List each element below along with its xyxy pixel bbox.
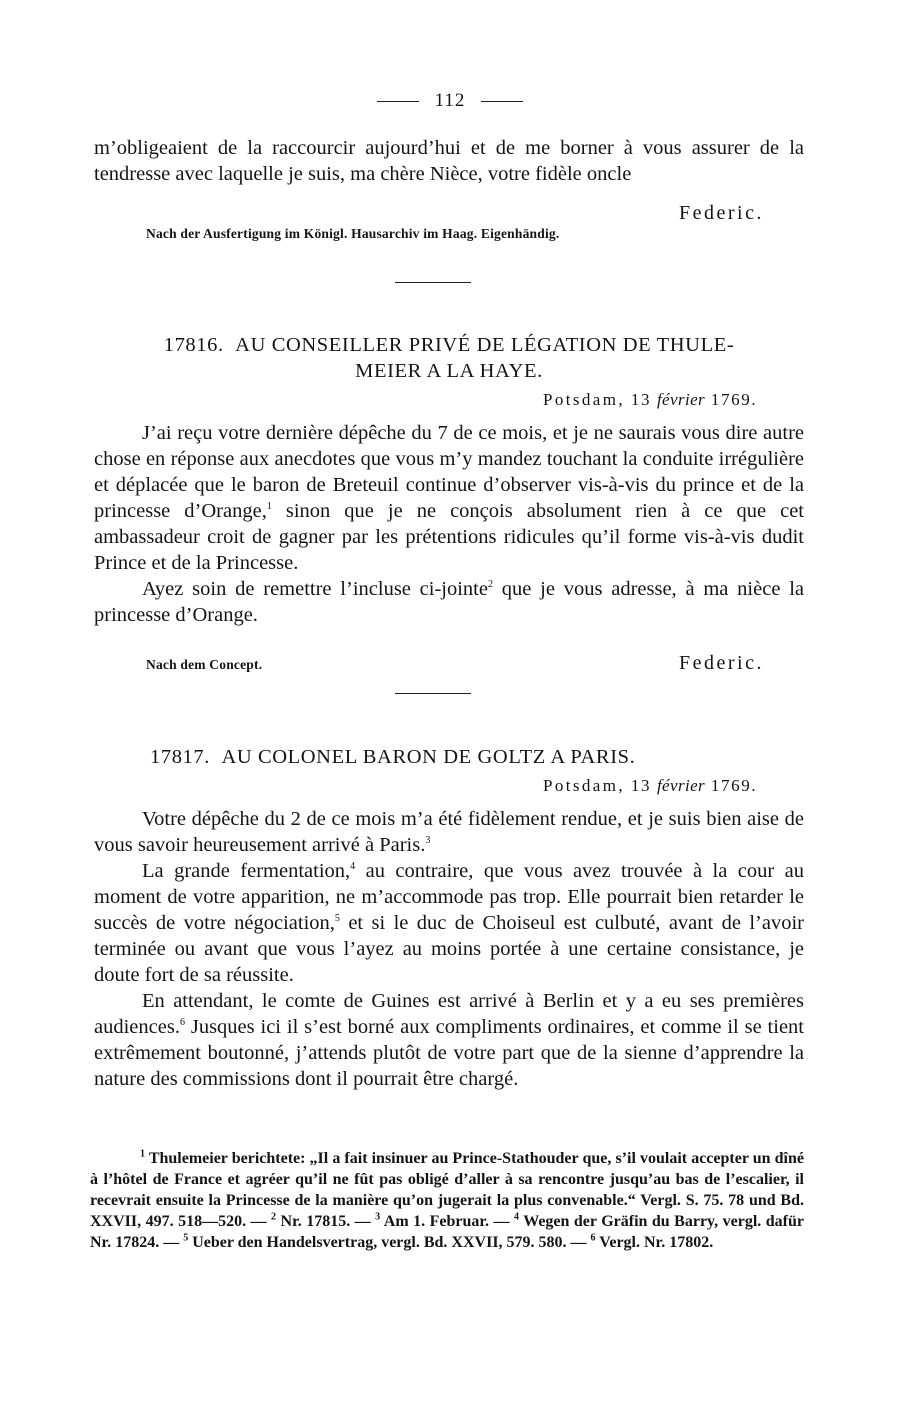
letter-3-heading — [150, 744, 750, 770]
letter-3-para-3-text-a: En attendant, le comte de Guines est arrivé à Berlin et y a eu ses premières audiences. — [94, 990, 804, 1038]
footnote-4-text: Wegen der Gräfin du Barry, vergl. dafür Nr. 17824. — — [90, 1213, 805, 1251]
letter-2-para-1-tail: sinon que je ne conçois absolument rien à ce que cet ambassadeur croit de gagner par les prétentions ridicules qu’il forme vis-à-vis dudit Prince et de la Princesse. — [94, 500, 804, 574]
footnote-4-marker: 4 — [514, 1211, 519, 1223]
letter-3-date-day: 13 — [630, 776, 652, 795]
page-number: 112 — [434, 90, 466, 111]
footnote-1-text: Thulemeier berichtete: „Il a fait insinuer au Prince-Stathouder que, s’il voulait accepter un dîné à l’hôtel de France et agréer qu’il ne fût pas obligé d’aller à sa rencontre jusqu’au bas de l’escalier, il recevrait ensuite la Princesse de la manière qu’on jugerait la plus convenable.“ Vergl. S. 75. 78 und Bd. XXVII, 497. 518—520. — — [90, 1150, 804, 1230]
letter-3-body — [94, 806, 804, 1092]
letter-1-signature: Federic. — [679, 202, 764, 224]
letter-2-paragraph-1 — [94, 420, 804, 576]
footnote-ref-1: 1 — [266, 501, 272, 513]
letter-3-paragraph-3 — [94, 988, 804, 1092]
letter-3-para-2-text-a: La grande fermentation, — [142, 860, 351, 882]
letter-2-number: 17816. — [163, 334, 224, 356]
footnote-ref-4: 4 — [350, 861, 356, 873]
letter-2-body — [94, 420, 804, 628]
letter-2-title-line-1: AU CONSEILLER PRIVÉ DE LÉGATION DE THULE- — [235, 334, 735, 356]
footnote-5-marker: 5 — [183, 1232, 189, 1244]
letter-3-paragraph-2 — [94, 858, 804, 988]
folio-dash-right — [481, 101, 523, 102]
footnotes — [90, 1148, 804, 1253]
letter-2-dateline — [543, 390, 757, 410]
letter-3-number: 17817. — [150, 746, 210, 768]
footnote-ref-5: 5 — [334, 913, 340, 925]
letter-3-date-place: Potsdam, — [543, 776, 626, 795]
letter-3-dateline — [543, 776, 757, 796]
letter-1-source-note: Nach der Ausfertigung im Königl. Hausarchiv im Haag. Eigenhändig. — [146, 226, 560, 241]
footnote-3-marker: 3 — [375, 1211, 381, 1223]
letter-2-heading — [94, 332, 804, 384]
letter-2-title-line-2: MEIER A LA HAYE. — [355, 360, 543, 382]
letter-1-body — [94, 135, 804, 187]
letter-3-para-2-text-b: au contraire, que vous avez trouvée à la cour au moment de votre apparition, ne m’accommode pas trop. Elle pourrait bien retarder le succès de votre négociation, — [94, 860, 804, 934]
letter-2-date-day: 13 — [630, 390, 652, 409]
letter-3-para-3-text-b: Jusques ici il s’est borné aux compliments ordinaires, et comme il se tient extrêmement boutonné, j’attends plutôt de votre part que de la sienne d’apprendre la nature des commissions dont il pourrait être chargé. — [94, 1016, 804, 1090]
section-divider-2 — [395, 693, 471, 694]
letter-2-para-1-text: J’ai reçu votre dernière dépêche du 7 de ce mois, et je ne saurais vous dire autre chose en réponse aux anecdotes que vous m’y mandez touchant la conduite irrégulière et déplacée que le baron de Breteuil continue d’observer vis-à-vis du prince et de la princesse d’Orange, — [94, 422, 804, 522]
footnote-2-text: Nr. 17815. — — [280, 1213, 371, 1230]
letter-3-title: AU COLONEL BARON DE GOLTZ A PARIS. — [221, 746, 636, 768]
letter-3-date-month: février — [656, 776, 706, 795]
footnote-ref-6: 6 — [179, 1017, 185, 1029]
letter-2-source-note: Nach dem Concept. — [146, 657, 263, 672]
letter-3-para-2-text-c: et si le duc de Choiseul est culbuté, avant de l’avoir terminée ou avant que vous l’ayez au moins portée à une certaine consistance, je doute fort de sa réussite. — [94, 912, 804, 986]
footnote-ref-3: 3 — [425, 835, 431, 847]
footnote-2-marker: 2 — [271, 1211, 277, 1223]
page-number-header — [0, 90, 900, 112]
footnote-ref-2: 2 — [487, 579, 493, 591]
letter-3-para-1-text: Votre dépêche du 2 de ce mois m’a été fidèlement rendue, et je suis bien aise de vous savoir heureusement arrivé à Paris. — [94, 808, 804, 856]
folio-dash-left — [377, 101, 419, 102]
letter-2-paragraph-2 — [94, 576, 804, 628]
footnote-block — [90, 1148, 804, 1253]
footnote-6-marker: 6 — [590, 1232, 596, 1244]
letter-1-text: m’obligeaient de la raccourcir aujourd’hui et de me borner à vous assurer de la tendresse avec laquelle je suis, ma chère Nièce, votre fidèle oncle — [94, 137, 804, 185]
footnote-1-marker: 1 — [140, 1148, 145, 1160]
letter-2-para-2-text-b: que je vous adresse, à ma nièce la princesse d’Orange. — [94, 578, 804, 626]
footnote-3-text: Am 1. Februar. — — [383, 1213, 510, 1230]
letter-3-paragraph-1 — [94, 806, 804, 858]
letter-2-date-month: février — [656, 390, 706, 409]
letter-2-date-year: 1769. — [710, 390, 758, 409]
letter-2-para-2-text-a: Ayez soin de remettre l’incluse ci-jointe — [142, 578, 488, 600]
section-divider-1 — [395, 282, 471, 283]
letter-3-date-year: 1769. — [710, 776, 758, 795]
footnote-5-text: Ueber den Handelsvertrag, vergl. Bd. XXVII, 579. 580. — — [192, 1234, 587, 1251]
letter-2-signature: Federic. — [679, 652, 764, 674]
footnote-6-text: Vergl. Nr. 17802. — [599, 1234, 714, 1251]
letter-2-date-place: Potsdam, — [543, 390, 626, 409]
